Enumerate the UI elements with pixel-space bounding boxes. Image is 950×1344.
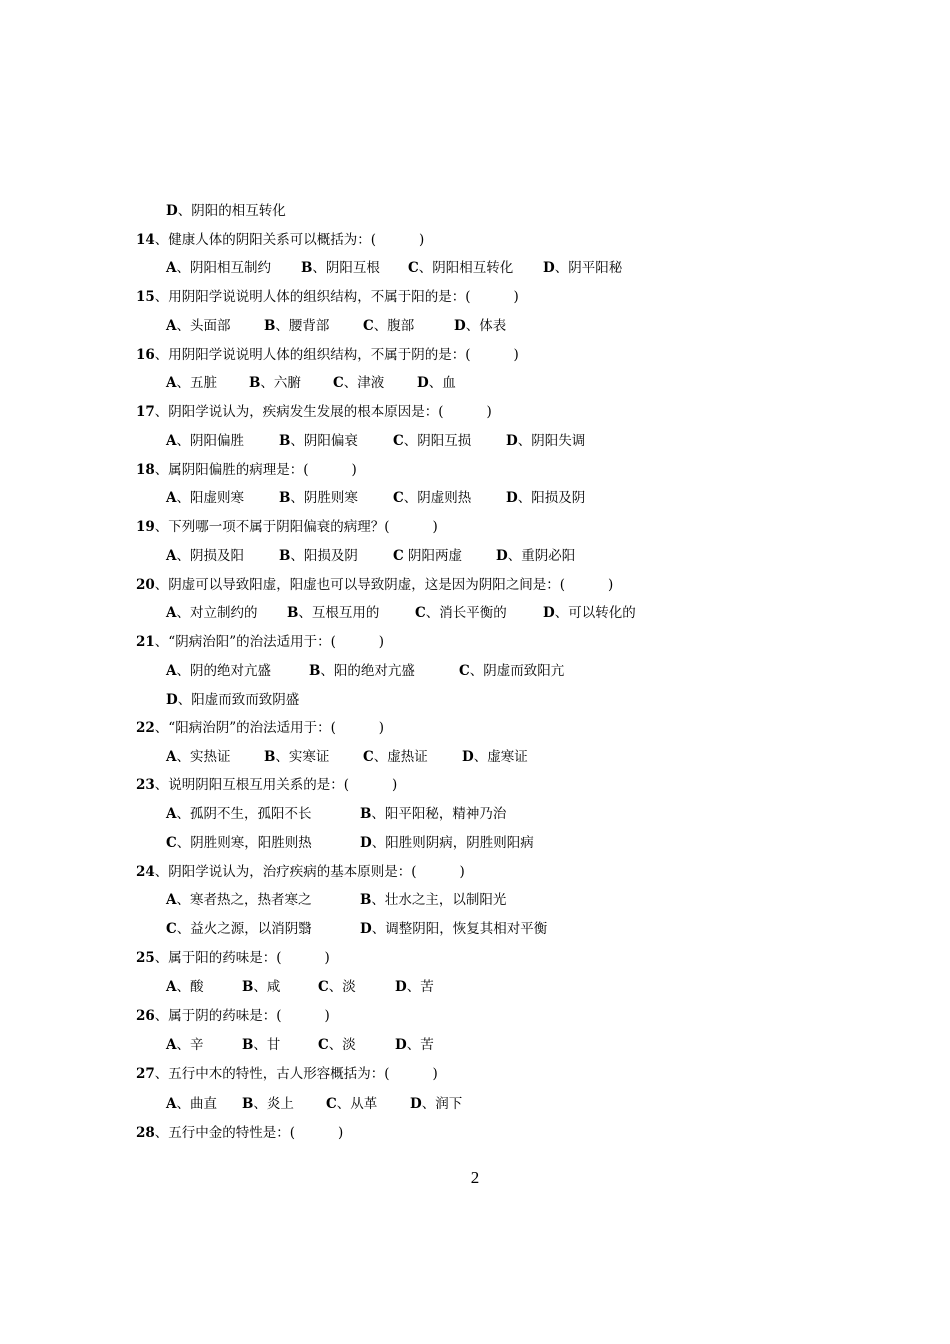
question-25: 25、属于阳的药味是：( ) <box>136 950 330 966</box>
option-d: D、阴阳失调 <box>506 433 586 449</box>
option-d: D、阳胜则阴病，阴胜则阳病 <box>360 835 534 851</box>
option-d: D、阴平阳秘 <box>543 260 623 276</box>
question-26: 26、属于阴的药味是：( ) <box>136 1008 330 1024</box>
option-b: B、实寒证 <box>264 749 330 765</box>
option-a: A、头面部 <box>166 318 231 334</box>
question-19: 19、下列哪一项不属于阴阳偏衰的病理？( ) <box>136 519 438 535</box>
option-b: B、互根互用的 <box>287 605 380 621</box>
option-c: C、益火之源，以消阴翳 <box>166 921 312 937</box>
option-b: B、腰背部 <box>264 318 330 334</box>
option-d: D、苦 <box>395 979 434 995</box>
option-a: A、寒者热之，热者寒之 <box>166 892 312 908</box>
option-c: C、淡 <box>318 1037 356 1053</box>
option-d: D、重阴必阳 <box>496 548 576 564</box>
option-a: A、阳虚则寒 <box>166 490 244 506</box>
page-number: 2 <box>470 1168 480 1187</box>
option-c: C、阴虚而致阳亢 <box>459 663 565 679</box>
option-d: D、润下 <box>410 1096 463 1112</box>
option-c: C、津液 <box>333 375 385 391</box>
option-a: A、阴损及阳 <box>166 548 244 564</box>
option-b: B、阳平阳秘，精神乃治 <box>360 806 507 822</box>
question-21: 21、“阴病治阳”的治法适用于：( ) <box>136 634 385 650</box>
option-a: A、辛 <box>166 1037 204 1053</box>
option-c: C、阴阳互损 <box>393 433 472 449</box>
option-d: D、苦 <box>395 1037 434 1053</box>
option-d: D、阳虚而致而致阴盛 <box>166 692 300 708</box>
option-c: C、从革 <box>326 1096 378 1112</box>
option-b: B、六腑 <box>249 375 301 391</box>
option-a: A、实热证 <box>166 749 231 765</box>
option-b: B、阳的绝对亢盛 <box>309 663 415 679</box>
option-c: C、阴虚则热 <box>393 490 472 506</box>
option-a: A、酸 <box>166 979 204 995</box>
question-17: 17、阴阳学说认为，疾病发生发展的根本原因是：( ) <box>136 404 492 420</box>
option-c: C、虚热证 <box>363 749 428 765</box>
option-b: B、炎上 <box>242 1096 294 1112</box>
option-c: C、腹部 <box>363 318 415 334</box>
option-a: A、曲直 <box>166 1096 217 1112</box>
option-a: A、五脏 <box>166 375 217 391</box>
option-a: A、阴阳相互制约 <box>166 260 271 276</box>
question-28: 28、五行中金的特性是：( ) <box>136 1125 344 1141</box>
option-b: B、咸 <box>242 979 281 995</box>
question-15: 15、用阴阳学说说明人体的组织结构，不属于阳的是：( ) <box>136 289 519 305</box>
question-27: 27、五行中木的特性，古人形容概括为：( ) <box>136 1066 438 1082</box>
option-d: D、血 <box>417 375 456 391</box>
option-c: C、阴阳相互转化 <box>408 260 514 276</box>
question-16: 16、用阴阳学说说明人体的组织结构，不属于阴的是：( ) <box>136 347 519 363</box>
question-22: 22、“阳病治阴”的治法适用于：( ) <box>136 720 385 736</box>
question-24: 24、阴阳学说认为，治疗疾病的基本原则是：( ) <box>136 864 465 880</box>
option-c: C、消长平衡的 <box>415 605 507 621</box>
option-d: D、虚寒证 <box>462 749 528 765</box>
option-a: A、孤阴不生，孤阳不长 <box>166 806 312 822</box>
option-a: A、阴阳偏胜 <box>166 433 244 449</box>
question-14: 14、健康人体的阴阳关系可以概括为：( ) <box>136 232 425 248</box>
option-a: A、对立制约的 <box>166 605 258 621</box>
option-b: B、壮水之主，以制阳光 <box>360 892 507 908</box>
option-d: D、阳损及阴 <box>506 490 586 506</box>
question-20: 20、阴虚可以导致阳虚，阳虚也可以导致阴虚，这是因为阴阳之间是：( ) <box>136 577 614 593</box>
option-d: D、可以转化的 <box>543 605 636 621</box>
option-b: B、阳损及阴 <box>279 548 358 564</box>
option-d: D、调整阴阳，恢复其相对平衡 <box>360 921 548 937</box>
option-b: B、阴阳偏衰 <box>279 433 358 449</box>
question-18: 18、属阴阳偏胜的病理是：( ) <box>136 462 357 478</box>
option-c: C、阴胜则寒，阳胜则热 <box>166 835 312 851</box>
option-d: D、阴阳的相互转化 <box>166 203 286 219</box>
option-c: C、淡 <box>318 979 356 995</box>
option-b: B、阴阳互根 <box>301 260 380 276</box>
option-b: B、甘 <box>242 1037 281 1053</box>
question-23: 23、说明阴阳互根互用关系的是：( ) <box>136 777 398 793</box>
option-b: B、阴胜则寒 <box>279 490 358 506</box>
option-d: D、体表 <box>454 318 507 334</box>
option-c: C 阴阳两虚 <box>393 548 463 564</box>
option-a: A、阴的绝对亢盛 <box>166 663 271 679</box>
